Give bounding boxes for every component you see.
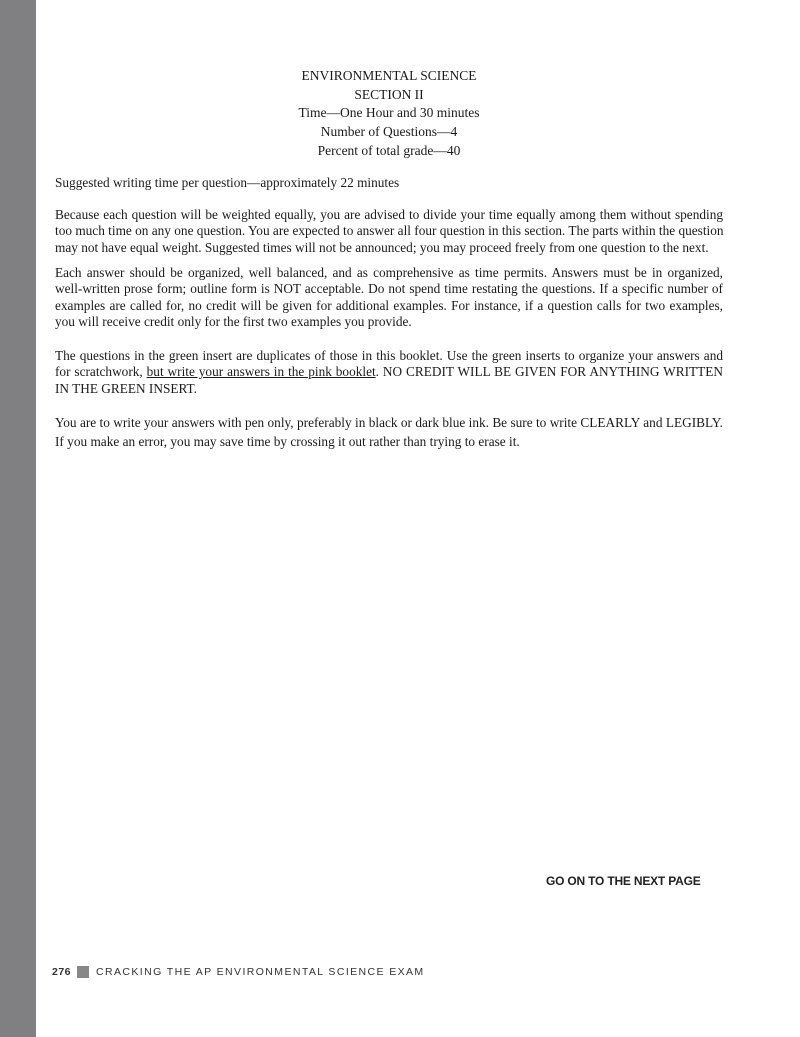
- text-line: If you make an error, you may save time by crossing it out rather than trying to erase it.: [55, 434, 520, 449]
- text-line: too much time on any one question. You are expected to answer all four question in this section. The parts within the question: [55, 223, 724, 239]
- header-question-count: Number of Questions—4: [320, 124, 458, 140]
- book-title: CRACKING THE AP ENVIRONMENTAL SCIENCE EXAM: [96, 966, 425, 978]
- page-number: 276: [52, 966, 72, 978]
- header-time: Time—One Hour and 30 minutes: [298, 105, 480, 121]
- text-segment: . NO CREDIT WILL BE GIVEN FOR ANYTHING WRITTEN: [375, 364, 723, 380]
- paragraph-weighting: [55, 207, 723, 256]
- text-segment: for scratchwork,: [55, 364, 147, 380]
- underlined-instruction: but write your answers in the pink booklet: [146, 364, 376, 380]
- go-on-next-page: GO ON TO THE NEXT PAGE: [546, 874, 701, 888]
- text-line: Each answer should be organized, well balanced, and as comprehensive as time permits. Answers must be in organized,: [55, 265, 723, 280]
- paragraph-answer-format: [55, 265, 723, 330]
- text-line: you will receive credit only for the first two examples you provide.: [55, 313, 412, 329]
- page-edge-bar: [0, 0, 36, 1037]
- text-line: Because each question will be weighted equally, you are advised to divide your time equally among them without spending: [55, 207, 723, 222]
- footer-square-icon: [77, 966, 89, 978]
- text-line: The questions in the green insert are duplicates of those in this booklet. Use the green inserts to organize your answers and: [55, 348, 723, 363]
- paragraph-green-insert: [55, 348, 723, 397]
- text-line: well-written prose form; outline form is NOT acceptable. Do not spend time restating the questions. If a specific number of: [55, 281, 723, 297]
- header-grade-percent: Percent of total grade—40: [317, 142, 461, 158]
- text-line: IN THE GREEN INSERT.: [55, 380, 198, 396]
- text-line: examples are called for, no credit will be given for additional examples. For instance, if a question calls for two examples,: [55, 297, 723, 313]
- section-header: [55, 67, 723, 161]
- paragraph-pen-instructions: [55, 413, 723, 451]
- text-line: may not have equal weight. Suggested times will not be announced; you may proceed freely from one question to the next.: [55, 239, 709, 255]
- header-title: ENVIRONMENTAL SCIENCE: [301, 68, 477, 83]
- text-line: You are to write your answers with pen only, preferably in black or dark blue ink. Be sure to write CLEARLY and LEGIBLY.: [55, 415, 723, 430]
- suggested-time: Suggested writing time per question—approximately 22 minutes: [55, 175, 400, 190]
- header-section: SECTION II: [354, 86, 424, 102]
- page-footer: [52, 966, 425, 978]
- text-line: [55, 364, 723, 380]
